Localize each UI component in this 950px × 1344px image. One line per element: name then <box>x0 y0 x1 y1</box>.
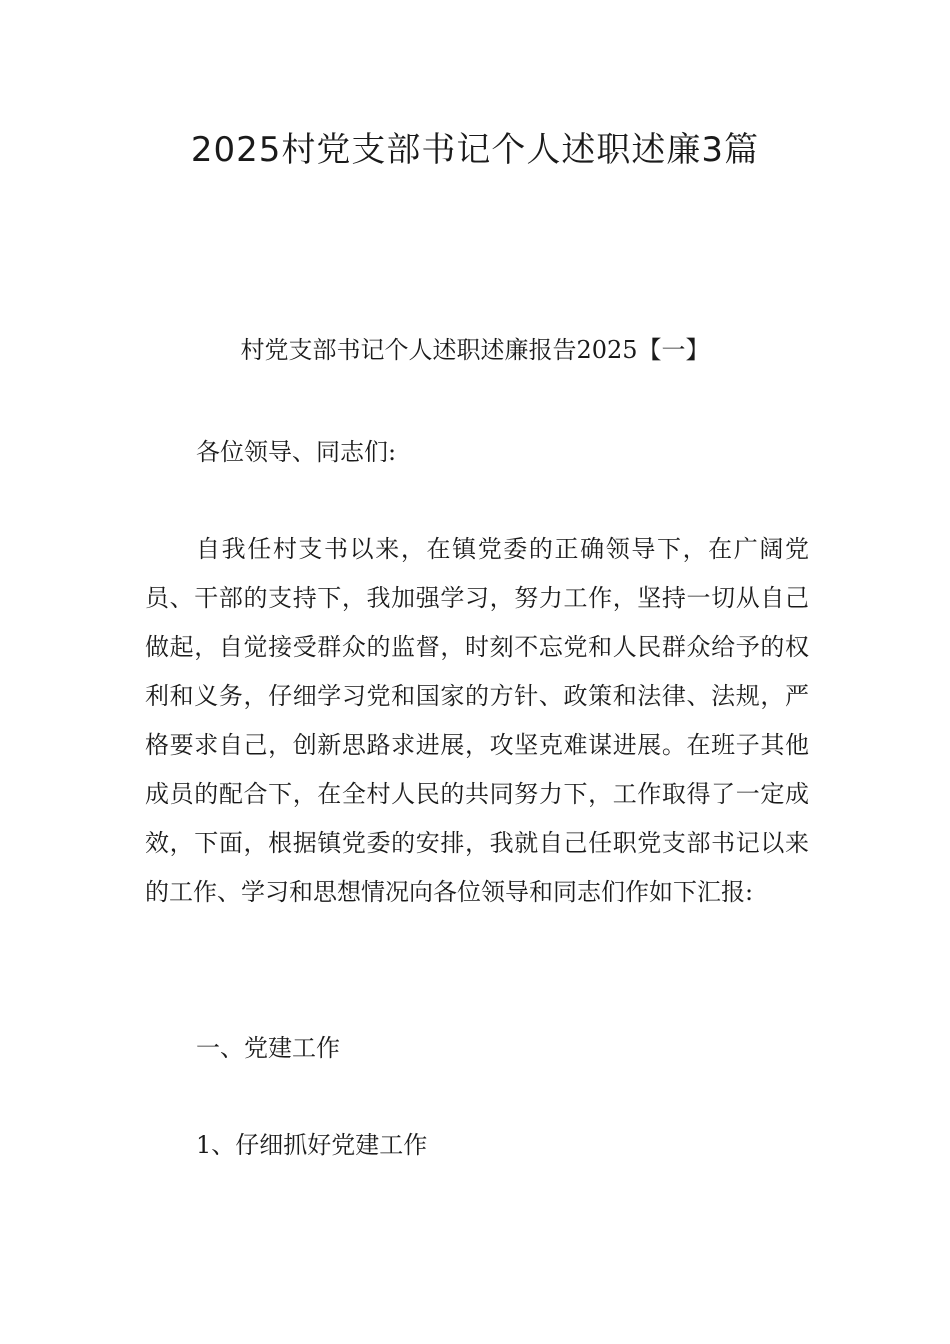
salutation: 各位领导、同志们: <box>196 438 397 466</box>
document-title: 2025村党支部书记个人述职述廉3篇 <box>190 130 760 170</box>
heading-party-building: 一、党建工作 <box>196 1034 340 1062</box>
subheading-party-building-work: 1、仔细抓好党建工作 <box>196 1131 428 1159</box>
section-title: 村党支部书记个人述职述廉报告2025【一】 <box>240 336 710 364</box>
body-paragraph: 自我任村支书以来，在镇党委的正确领导下，在广阔党员、干部的支持下，我加强学习，努力工作，坚持一切从自己做起，自觉接受群众的监督，时刻不忘党和人民群众给予的权利和义务，仔细学习党和国家的方针、政策和法律、法规，严格要求自己，创新思路求进展，攻坚克难谋进展。在班子其他成员的配合下，在全村人民的共同努力下，工作取得了一定成效，下面，根据镇党委的安排，我就自己任职党支部书记以来的工作、学习和思想情况向各位领导和同志们作如下汇报: <box>145 535 809 906</box>
